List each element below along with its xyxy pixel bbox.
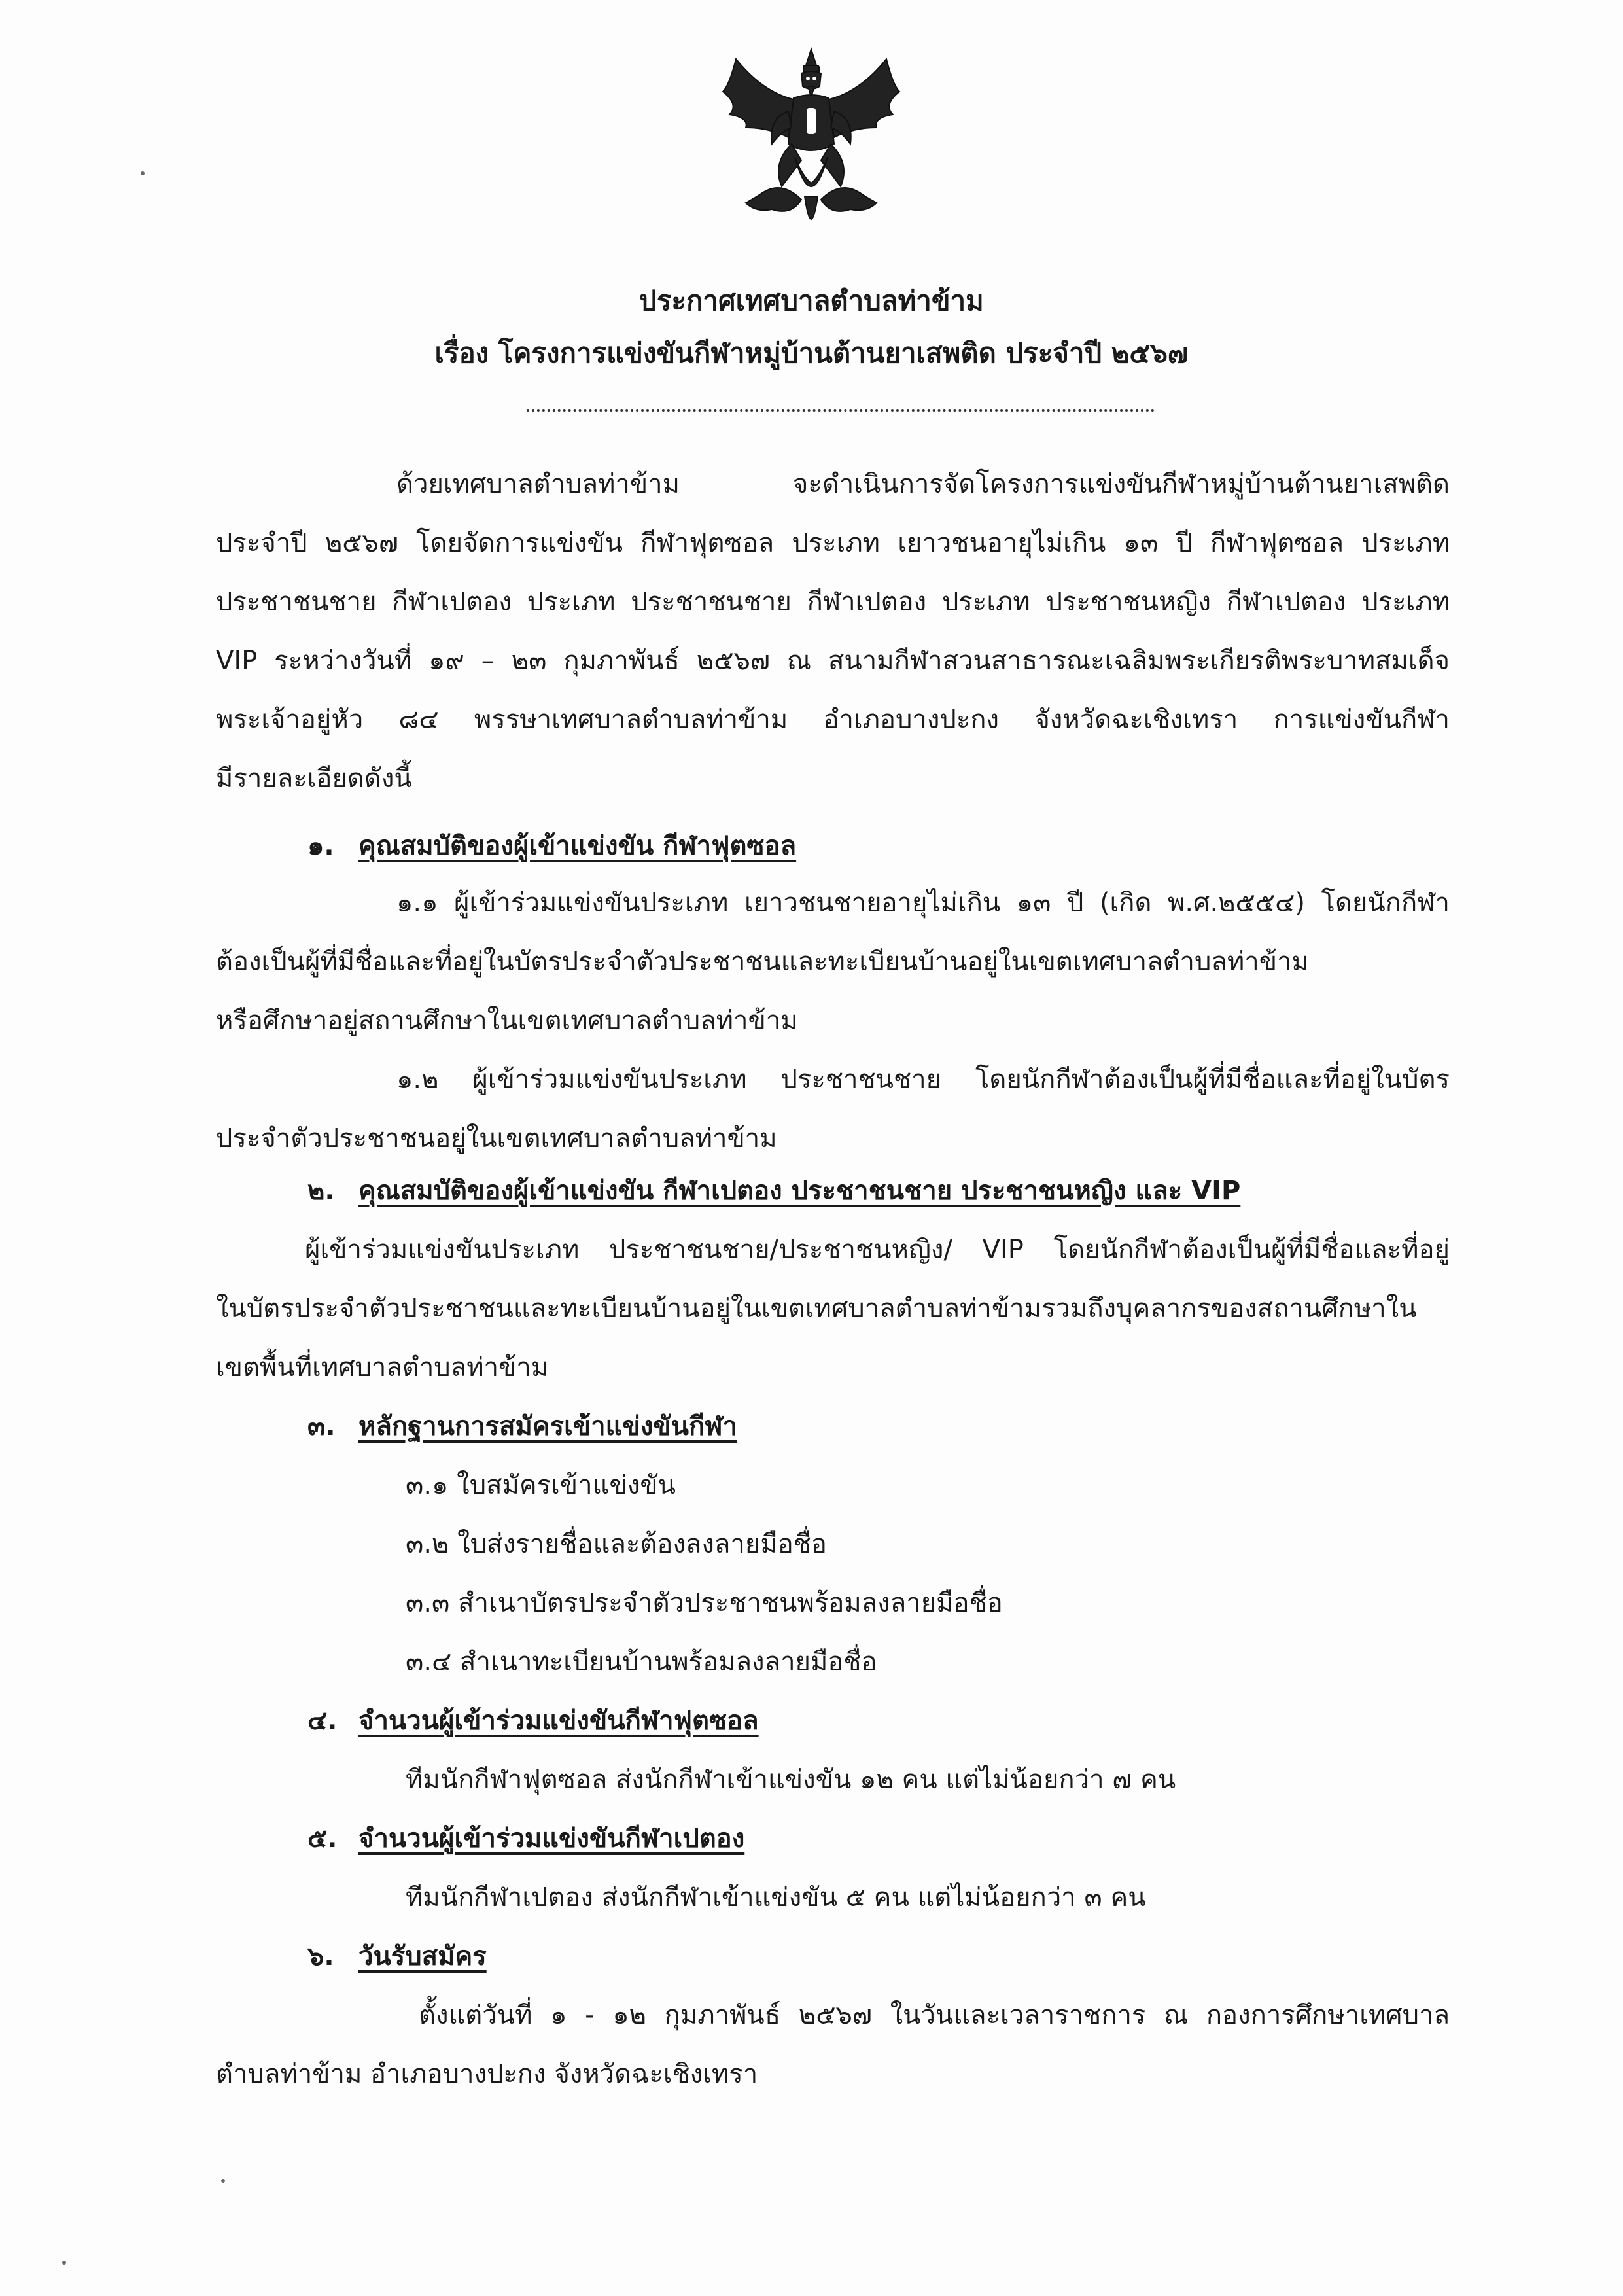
section-heading — [307, 1819, 744, 1858]
section-heading — [307, 1407, 737, 1446]
section-title: คุณสมบัติของผู้เข้าแข่งขัน กีฬาฟุตซอล — [358, 831, 797, 861]
section-line: ตำบลท่าข้าม อำเภอบางปะกง จังหวัดฉะเชิงเทรา — [216, 2059, 758, 2089]
section-number: ๔. — [307, 1706, 338, 1736]
section-heading — [307, 1701, 759, 1740]
section-line: ๓.๒ ใบส่งรายชื่อและต้องลงลายมือชื่อ — [406, 1529, 827, 1559]
intro-line: มีรายละเอียดดังนี้ — [216, 764, 412, 794]
intro-line: ประชาชนชาย กีฬาเปตอง ประเภท ประชาชนชาย กีฬาเปตอง ประเภท ประชาชนหญิง กีฬาเปตอง ประเภท — [216, 587, 1450, 617]
section-title: คุณสมบัติของผู้เข้าแข่งขัน กีฬาเปตอง ประชาชนชาย ประชาชนหญิง และ VIP — [358, 1176, 1241, 1206]
intro-line: ด้วยเทศบาลตำบลท่าข้าม จะดำเนินการจัดโครงการแข่งขันกีฬาหมู่บ้านต้านยาเสพติด — [396, 469, 1450, 499]
section-line: เขตพื้นที่เทศบาลตำบลท่าข้าม — [216, 1352, 549, 1383]
section-line: ตั้งแต่วันที่ ๑ - ๑๒ กุมภาพันธ์ ๒๕๖๗ ในวันและเวลาราชการ ณ กองการศึกษาเทศบาล — [419, 2000, 1450, 2030]
section-title: หลักฐานการสมัครเข้าแข่งขันกีฬา — [358, 1411, 738, 1441]
announcement-title: ประกาศเทศบาลตำบลท่าข้าม — [639, 285, 984, 317]
section-line: ๓.๓ สำเนาบัตรประจำตัวประชาชนพร้อมลงลายมือชื่อ — [406, 1588, 1003, 1618]
section-number: ๕. — [307, 1824, 338, 1854]
section-line: หรือศึกษาอยู่สถานศึกษาในเขตเทศบาลตำบลท่าข้าม — [216, 1006, 798, 1036]
section-number: ๑. — [307, 831, 334, 861]
scan-speck — [62, 2261, 66, 2265]
section-title: จำนวนผู้เข้าร่วมแข่งขันกีฬาฟุตซอล — [358, 1706, 759, 1736]
intro-line: ประจำปี ๒๕๖๗ โดยจัดการแข่งขัน กีฬาฟุตซอล ประเภท เยาวชนอายุไม่เกิน ๑๓ ปี กีฬาฟุตซอล ประเภท — [216, 528, 1450, 558]
section-line: ในบัตรประจำตัวประชาชนและทะเบียนบ้านอยู่ในเขตเทศบาลตำบลท่าข้ามรวมถึงบุคลากรของสถานศึกษาใน — [216, 1294, 1417, 1324]
section-line: ผู้เข้าร่วมแข่งขันประเภท ประชาชนชาย/ประชาชนหญิง/ VIP โดยนักกีฬาต้องเป็นผู้ที่มีชื่อและที่อยู่ — [305, 1235, 1450, 1265]
section-line: ต้องเป็นผู้ที่มีชื่อและที่อยู่ในบัตรประจำตัวประชาชนและทะเบียนบ้านอยู่ในเขตเทศบาลตำบลท่าข้าม — [216, 947, 1309, 977]
intro-line: VIP ระหว่างวันที่ ๑๙ – ๒๓ กุมภาพันธ์ ๒๕๖๗ ณ สนามกีฬาสวนสาธารณะเฉลิมพระเกียรติพระบาทสมเด็จ — [216, 646, 1450, 676]
scan-speck — [141, 171, 145, 175]
section-title: จำนวนผู้เข้าร่วมแข่งขันกีฬาเปตอง — [358, 1824, 745, 1854]
section-heading — [307, 826, 796, 866]
intro-line: พระเจ้าอยู่หัว ๘๔ พรรษาเทศบาลตำบลท่าข้าม อำเภอบางปะกง จังหวัดฉะเชิงเทรา การแข่งขันกีฬา — [216, 705, 1450, 735]
section-line: ๑.๑ ผู้เข้าร่วมแข่งขันประเภท เยาวชนชายอายุไม่เกิน ๑๓ ปี (เกิด พ.ศ.๒๕๕๔) โดยนักกีฬา — [396, 888, 1450, 918]
section-number: ๖. — [307, 1941, 334, 1971]
section-number: ๒. — [307, 1176, 335, 1206]
section-number: ๓. — [307, 1411, 336, 1441]
dotted-divider — [527, 409, 1155, 412]
scan-speck — [221, 2179, 225, 2183]
section-line: ทีมนักกีฬาฟุตซอล ส่งนักกีฬาเข้าแข่งขัน ๑๒ คน แต่ไม่น้อยกว่า ๗ คน — [406, 1765, 1176, 1795]
section-title: วันรับสมัคร — [358, 1941, 487, 1971]
garuda-emblem-icon — [710, 46, 913, 255]
section-line: ประจำตัวประชาชนอยู่ในเขตเทศบาลตำบลท่าข้าม — [216, 1123, 777, 1154]
section-line: ๓.๑ ใบสมัครเข้าแข่งขัน — [406, 1470, 676, 1500]
announcement-subject: เรื่อง โครงการแข่งขันกีฬาหมู่บ้านต้านยาเสพติด ประจำปี ๒๕๖๗ — [434, 337, 1189, 369]
section-line: ๓.๔ สำเนาทะเบียนบ้านพร้อมลงลายมือชื่อ — [406, 1647, 877, 1677]
section-line: ๑.๒ ผู้เข้าร่วมแข่งขันประเภท ประชาชนชาย โดยนักกีฬาต้องเป็นผู้ที่มีชื่อและที่อยู่ในบัตร — [396, 1065, 1450, 1095]
section-heading — [307, 1937, 487, 1976]
section-heading — [307, 1171, 1240, 1210]
section-line: ทีมนักกีฬาเปตอง ส่งนักกีฬาเข้าแข่งขัน ๕ คน แต่ไม่น้อยกว่า ๓ คน — [406, 1882, 1146, 1913]
